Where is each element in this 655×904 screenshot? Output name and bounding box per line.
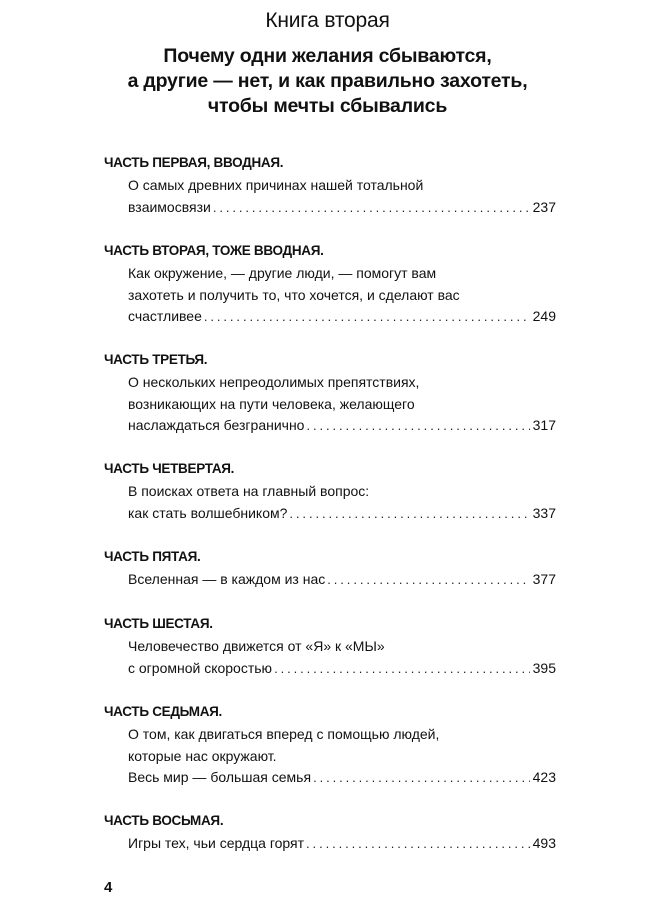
dot-leader xyxy=(213,197,530,219)
page-ref: 493 xyxy=(532,835,556,851)
entry-text: счастливее xyxy=(128,308,202,324)
dot-leader xyxy=(289,503,529,525)
page-ref: 395 xyxy=(532,659,556,676)
toc-entry[interactable] xyxy=(128,481,556,524)
page-ref: 317 xyxy=(532,417,556,433)
entry-line: О самых древних причинах нашей тотальной xyxy=(128,177,424,193)
page-ref: 337 xyxy=(532,504,556,521)
entry-line: Человечество движется от «Я» к «МЫ» xyxy=(128,638,385,654)
page-ref: 423 xyxy=(532,769,556,785)
entry-line: захотеть и получить то, что хочется, и сделают вас xyxy=(128,286,460,303)
toc-entry[interactable] xyxy=(128,636,556,679)
dot-leader xyxy=(274,658,530,680)
book-title-line: чтобы мечты сбывались xyxy=(207,95,448,117)
toc-section-2 xyxy=(104,242,556,328)
entry-last-line xyxy=(128,306,556,328)
part-title: ЧАСТЬ ШЕСТАЯ. xyxy=(104,616,213,631)
part-title: ЧАСТЬ ПЯТАЯ. xyxy=(104,549,201,564)
entry-line: возникающих на пути человека, желающего xyxy=(128,395,415,412)
entry-text: с огромной скоростью xyxy=(128,659,273,676)
toc-entry[interactable] xyxy=(128,175,556,218)
page-ref: 377 xyxy=(532,571,556,587)
entry-text: наслаждаться безгранично xyxy=(128,417,305,433)
entry-line: Как окружение, — другие люди, — помогут вам xyxy=(128,265,437,281)
entry-last-line xyxy=(128,415,556,437)
entry-text: взаимосвязи xyxy=(128,198,211,215)
page-ref: 249 xyxy=(532,308,556,324)
part-title: ЧАСТЬ ВТОРАЯ, ТОЖЕ ВВОДНАЯ. xyxy=(104,243,324,258)
toc-entry[interactable] xyxy=(128,833,556,855)
toc-section-5 xyxy=(104,548,556,591)
toc-entry[interactable] xyxy=(128,724,556,789)
toc-section-8 xyxy=(104,812,556,855)
toc-entry[interactable] xyxy=(128,569,556,591)
book-title-line: Почему одни желания сбываются, xyxy=(163,45,492,67)
page-ref: 237 xyxy=(532,198,556,215)
entry-last-line xyxy=(128,658,556,680)
part-title: ЧАСТЬ ВОСЬМАЯ. xyxy=(104,813,224,828)
dot-leader xyxy=(306,833,530,855)
entry-last-line xyxy=(128,569,556,591)
entry-line: О том, как двигаться вперед с помощью людей, xyxy=(128,726,440,742)
dot-leader xyxy=(327,569,529,591)
toc-section-6 xyxy=(104,615,556,679)
toc-entry[interactable] xyxy=(128,263,556,328)
entry-line: О нескольких непреодолимых препятствиях, xyxy=(128,374,420,390)
entry-last-line xyxy=(128,833,556,855)
entry-last-line xyxy=(128,503,556,525)
toc-section-1 xyxy=(104,154,556,218)
part-title: ЧАСТЬ ПЕРВАЯ, ВВОДНАЯ. xyxy=(104,155,284,170)
entry-text: Вселенная — в каждом из нас xyxy=(128,571,326,587)
entry-line: В поисках ответа на главный вопрос: xyxy=(128,483,370,499)
part-title: ЧАСТЬ ЧЕТВЕРТАЯ. xyxy=(104,461,235,476)
toc-section-7 xyxy=(104,703,556,789)
part-title: ЧАСТЬ СЕДЬМАЯ. xyxy=(104,704,222,719)
book-title xyxy=(0,44,655,119)
entry-last-line xyxy=(128,767,556,789)
page-number: 4 xyxy=(104,879,113,896)
toc-section-3 xyxy=(104,351,556,437)
toc-section-4 xyxy=(104,460,556,524)
entry-text: Весь мир — большая семья xyxy=(128,769,312,785)
entry-text: Игры тех, чьи сердца горят xyxy=(128,835,305,851)
entry-line: которые нас окружают. xyxy=(128,747,277,764)
book-title-line: а другие — нет, и как правильно захотеть, xyxy=(127,70,528,92)
part-title: ЧАСТЬ ТРЕТЬЯ. xyxy=(104,352,208,367)
dot-leader xyxy=(204,306,530,328)
toc-entry[interactable] xyxy=(128,372,556,437)
dot-leader xyxy=(306,415,529,437)
entry-text: как стать волшебником? xyxy=(128,504,288,521)
book-label: Книга вторая xyxy=(265,9,390,32)
entry-last-line xyxy=(128,197,556,219)
dot-leader xyxy=(313,767,530,789)
